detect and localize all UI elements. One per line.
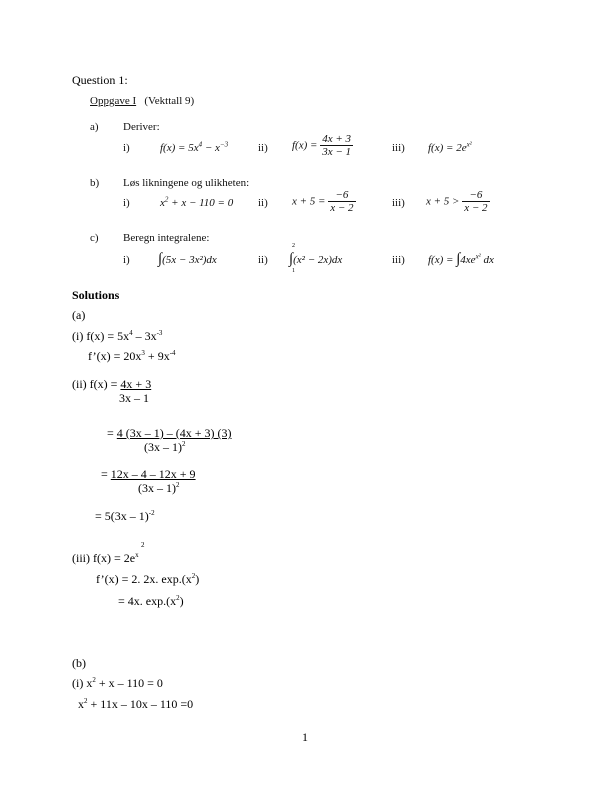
task-b-instruction: Løs likningene og ulikheten: bbox=[123, 177, 250, 189]
task-c-ii-lower: 1 bbox=[292, 268, 295, 274]
part-a-label: (a) bbox=[72, 308, 86, 322]
task-b-ii-label: ii) bbox=[258, 197, 268, 209]
a-iii-line3: = 4x. $\exp.(x^2)$ bbox=[118, 594, 184, 608]
task-b-iii-label: iii) bbox=[392, 197, 405, 209]
a-ii-step1-den: (3x – 1)$^2$ bbox=[144, 440, 186, 454]
part-b-label: (b) bbox=[72, 656, 86, 670]
task-a-i-expr: $f(x) = 5x^4 - x^{-3}$ bbox=[160, 140, 229, 154]
task-c-ii-expr: ∫(x² − 2x)dx bbox=[289, 251, 343, 267]
b-i-line2: $x^2 + 11x - 10x - 110 =0$ bbox=[78, 697, 194, 711]
task-a-i-label: i) bbox=[123, 142, 130, 154]
task-c-iii-label: iii) bbox=[392, 254, 405, 266]
task-b-iii-expr: x + 5 > $\frac{-6}{x - 2}$ bbox=[426, 189, 488, 214]
question-title: Question 1: bbox=[72, 73, 128, 87]
task-c-iii-expr: $f(x) = \int 4xe^{x^2}$ dx bbox=[428, 251, 494, 267]
a-iii-line2: f’(x) = 2. 2x. $\exp.(x^2)$ bbox=[96, 572, 200, 586]
a-ii-step1: = 4 (3x – 1) – (4x + 3) (3) bbox=[107, 426, 232, 440]
task-weight: (Vekttall 9) bbox=[144, 95, 195, 107]
task-a-iii-expr: $f(x) = 2e^{x^2}$ bbox=[428, 140, 472, 154]
task-b-letter: b) bbox=[90, 177, 100, 189]
a-i-line1: (i) $f(x) = 5x^4 - 3x^{-3}$ bbox=[72, 329, 163, 343]
task-c-i-label: i) bbox=[123, 254, 130, 266]
b-i-line1: (i) $x^2 + x - 110 = 0$ bbox=[72, 676, 163, 690]
task-c-instruction: Beregn integralene: bbox=[123, 232, 210, 244]
integral-sign-icon: ∫ bbox=[289, 251, 294, 267]
a-ii-step2-den: (3x – 1)$^2$ bbox=[138, 481, 180, 495]
task-title bbox=[90, 95, 194, 108]
task-a-letter: a) bbox=[90, 121, 99, 133]
task-b-ii-expr: x + 5 = $\frac{-6}{x - 2}$ bbox=[292, 189, 354, 214]
task-title-text: Oppgave I bbox=[90, 95, 137, 107]
solutions-heading: Solutions bbox=[72, 288, 120, 302]
task-c-letter: c) bbox=[90, 232, 99, 244]
a-iii-line1-exp2: 2 bbox=[141, 541, 145, 549]
a-iii-line1: (iii) $f(x) = 2e^x$ bbox=[72, 551, 139, 565]
task-b-i-label: i) bbox=[123, 197, 130, 209]
task-c-i-expr: ∫(5x − 3x²)dx bbox=[158, 251, 217, 267]
task-a-ii-expr: f(x) = $\frac{4x + 3}{3x - 1}$ bbox=[292, 133, 351, 158]
task-a-ii-label: ii) bbox=[258, 142, 268, 154]
a-ii-line1-den: 3x – 1 bbox=[119, 391, 149, 405]
task-a-instruction: Deriver: bbox=[123, 121, 160, 133]
task-c-ii-label: ii) bbox=[258, 254, 268, 266]
task-c-ii-upper: 2 bbox=[292, 243, 295, 249]
integral-sign-icon: ∫ bbox=[456, 251, 461, 267]
a-ii-line1: (ii) f(x) = 4x + 3 bbox=[72, 377, 152, 391]
a-ii-step2: = 12x – 4 – 12x + 9 bbox=[101, 467, 196, 481]
a-ii-step3: = 5(3x – 1)$^{-2}$ bbox=[95, 509, 155, 523]
page-number: 1 bbox=[302, 730, 308, 744]
integral-sign-icon: ∫ bbox=[158, 251, 163, 267]
task-b-i-expr: $x^2 + x - 110 = 0$ bbox=[160, 195, 234, 209]
a-i-line2: f’(x) = $20x^3 + 9x^{-4}$ bbox=[88, 349, 176, 363]
task-a-iii-label: iii) bbox=[392, 142, 405, 154]
